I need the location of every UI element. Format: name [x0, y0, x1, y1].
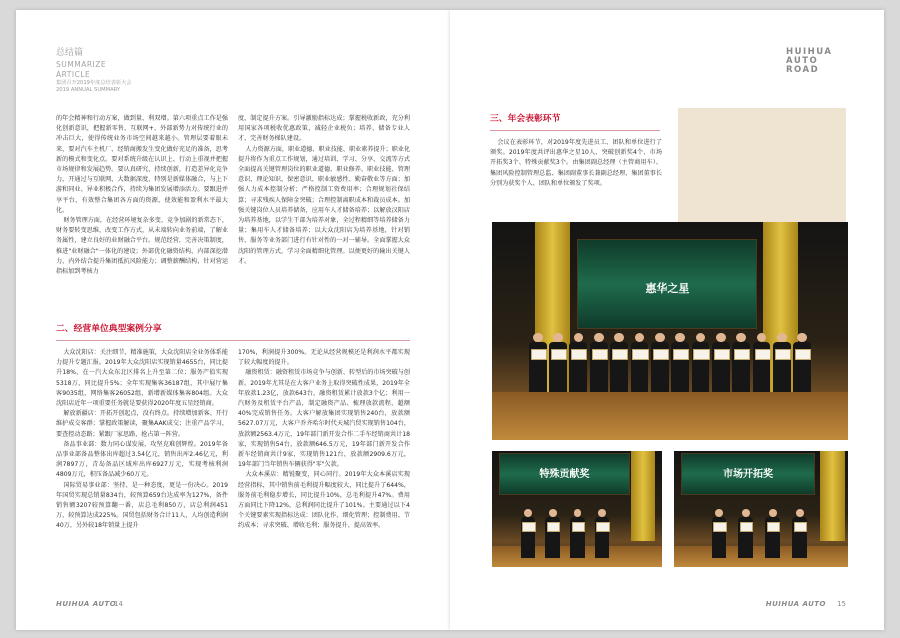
section-title: 二、经营单位典型案例分享: [56, 324, 162, 334]
left-page: [16, 10, 450, 630]
award-certificate: [612, 349, 628, 360]
award-certificate: [572, 522, 585, 531]
brand-line-2: ROAD: [786, 65, 820, 75]
award-text: [490, 138, 662, 189]
award-certificate: [775, 349, 791, 360]
right-page: [450, 10, 884, 630]
screen-title: 惠华之星: [645, 281, 690, 295]
case-column-2: [238, 348, 410, 532]
stage-screen: [681, 453, 815, 494]
person-head: [796, 509, 804, 517]
paragraph: 大众沈阳店：关注细节，精准施策，大众沈阳店全业务体系能力提升专题汇报。2019年大众沈阳店实现销量4655台，同比提升18%，在一汽大众东北区排名上升至第二位；服务产值实现5318万，同比提升5%；全年实现集客36187组，其中展厅集客9035组，网络集客26052组，新增新媒体集客804组。大众沈阳店近年一项重要任务就是要获得2020年度五星经销商。: [56, 349, 228, 408]
person-head: [553, 333, 563, 343]
person-head: [655, 333, 665, 343]
award-certificate: [522, 522, 535, 531]
award-certificate: [632, 349, 648, 360]
screen-title: 市场开拓奖: [723, 469, 774, 481]
footer-logo: HUIHUA AUTO: [765, 600, 826, 608]
header-subtitle-en: 2019 ANNUAL SUMMARY: [56, 87, 121, 93]
paragraph: 的年会精神和行动方案，做到量、利双增。第六项重点工作是强化创新意识，把握新零售、互联网+、外部新势力对传统行业的冲击巨大，使得传统业务市场空间越来越小。管理层要着眼未来，要对汽车主机厂、经销商搬发生变化做好充足的准备，思考新的模式和变化点。要对系统升级在认识上、行动上重视并把握市场规律和发展趋势。要认真研究、持续创新，打造差异化竞争力，开通过与互联网、大数据深度，特别是新媒体融合，与上下游和同业、异业积极合作，持续为集团发展增添活力。要跟进并享平台、有效整合集团各方面的资源，使效能和盈利水平最大化。: [56, 115, 228, 214]
stage-screen: [577, 239, 757, 328]
person-head: [549, 509, 557, 517]
case-column-1: [56, 348, 228, 532]
page-number: 15: [837, 600, 846, 608]
award-certificate: [547, 522, 560, 531]
special-award-photo: [492, 451, 662, 567]
header-title-en-1: SUMMARIZE: [56, 60, 107, 69]
paragraph: 财务管理方面，在经营环境复杂多变、竞争加剧的新常态下，财务要转变思维，改变工作方式，从未端转向业务前端，了解业务属性，建立良好的业财融合平台。规范经营，完善决策制度，推进"业财融合"一体化的建设；外部优化融资结构、内部深挖潜力，内外结合提升集团抵抗风险能力；调整薪酬结构，针对营运指标加到考核力: [56, 217, 228, 276]
award-certificate: [714, 349, 730, 360]
paragraph: 备品事业部：数力同心谋发展，攻坚克难创辉煌。2019年备品事业部备品整体出库超过3.54亿元，销售出库2.46亿元，利润7897万，青岛备品区域库出库6927万元，实现考核利润4809万元，积压备品减少60万元。: [56, 440, 228, 479]
section-divider: [490, 130, 660, 131]
award-certificate: [755, 349, 771, 360]
award-certificate: [596, 522, 609, 531]
person-head: [777, 333, 787, 343]
stage-floor: [492, 392, 848, 440]
person-head: [715, 509, 723, 517]
award-certificate: [551, 349, 567, 360]
person-head: [675, 333, 685, 343]
award-certificate: [795, 349, 811, 360]
person-head: [742, 509, 750, 517]
header-title-zh: 总结篇: [56, 48, 84, 58]
award-certificate: [734, 349, 750, 360]
header-subtitle-zh: 集团召开2019年度总结表彰大会: [56, 80, 132, 86]
stage-curtain: [820, 451, 844, 541]
person-head: [736, 333, 746, 343]
footer-logo: HUIHUA AUTO: [56, 600, 117, 608]
person-head: [614, 333, 624, 343]
section-title: 三、年会表彰环节: [490, 114, 561, 124]
award-certificate: [767, 522, 780, 531]
paragraph: 融资租赁：融资租赁市场竞争与创新、转型后的市场突破与创新。2019年尤其是在大客户业务上取得突破性成果，2019年全年放款1.23亿，放款643台，融资租赁累计放款3个亿；利用一汽财务及租赁平台产品，制定融资产品、梳理放款流程，超额40%完成销售任务。大客户解放集团实现销售240台，放款额5627.07万元，大客户乔齐哈尔时代天城汽贸实现销售104台，放款额2563.4万元，19年部门新开发合作二手车经销商共计18家，实现销售54台，放款额646.5万元，19年部门新开发合作新车经销商共计9家，实现销售121台，放款额2909.6万元，19年部门当年销售车辆获得"零"欠款。: [238, 369, 410, 469]
award-certificate: [531, 349, 547, 360]
brand-line-1: HUIHUA AUTO: [786, 47, 833, 66]
award-stage-photo: [492, 222, 848, 440]
award-certificate: [571, 349, 587, 360]
stage-curtain: [631, 451, 655, 541]
person-head: [533, 333, 543, 343]
screen-title: 特殊贡献奖: [539, 469, 590, 481]
award-certificate: [673, 349, 689, 360]
paragraph: 人力资源方面，职业道德、职业技能、职业素养提升；职业化提升将作为重点工作规划，通过培训、学习、分享、交流等方式全面提高关键管理岗位的职业道德、职业修养、职业技能、管理意识、理论知识、保密意识、职业敏感性、勤奋敬业等方面；加强人力成本控制分析；严格控制工资费用率；合理规划社保结算；寻求残疾人保障金突破；合理控制离职成本和裁员成本。加强关键岗位人员培养储备，应用车人才储备培养；以解放汉阳店为培养基地，以学生干部为培养对象，全过程精细等培养储备力量；集用车人才储备培养；以大众沈阳店为培养基地，针对销售、服务等业务部门进行有针对性的一对一辅导。全面掌握大众沈阳的管理方式，学习全面精细化管理。以便更好的输出关键人才。: [238, 145, 410, 265]
award-certificate: [713, 522, 726, 531]
award-certificate: [794, 522, 807, 531]
page-number: 14: [114, 600, 123, 608]
paragraph: 解放新疆店：开拓开创起点，没有终点。持续增加新客、开行维护成交客群；掌握政策解读，聚集AAK成交；注重产品学习，要查控动态路；紧跟厂家思路，抢占第一阵营。: [56, 410, 228, 438]
color-swatch: [678, 108, 846, 226]
section-divider: [56, 340, 410, 341]
brand-logo: [786, 48, 846, 75]
paragraph: 170%，利润提升300%。无论从经营规模还是利润水平都实现了较大幅度的提升。: [238, 349, 410, 367]
award-certificate: [693, 349, 709, 360]
text-column-2: [238, 114, 410, 267]
paragraph: 国际贸易事业部：坚持、是一种态度，更是一份决心。2019年国贸实现总销量834台，较预算659台达成率为127%，备件销售额3207较预算翻一番，店总毛利850万，店总利润451万，较预算达成225%。国贸包括财务合计11人，人均创造利润40万，另外较18年销量上提升: [56, 481, 228, 530]
page-header: [56, 48, 131, 94]
stage-floor: [674, 546, 848, 567]
text-column-1: [56, 114, 228, 277]
person-head: [797, 333, 807, 343]
person-head: [594, 333, 604, 343]
award-certificate: [740, 522, 753, 531]
paragraph: 度，制定提升方案。引导激励指标达成；掌握税收新政，充分利用国家各项税收优惠政策，减轻企业税负；培养、储备专业人才，完善财务梯队建设。: [238, 115, 410, 143]
market-award-photo: [674, 451, 848, 567]
person-head: [769, 509, 777, 517]
stage-screen: [499, 453, 630, 494]
paragraph: 大众本溪店：精锐聚变，同心同行。2019年大众本溪店实现经营指标，其中销售前毛利提升幅度较大，同比提升了644%，服务前毛利稳步增长，同比提升10%，总毛利提升47%。费用方面同比下降12%，总利润同比提升了101%。主要通过以下4个关键要素实现指标达成：团队化作、细化管理；控制费用、节约成本；寻求突破、增收毛利；服务提升、提高效率。: [238, 471, 410, 530]
paragraph: 会议在表彰环节，对2019年度先进员工、团队和单位进行了颁奖。2019年度共评出惠华之星10人、突破创新奖4个、市场开拓奖3个、特殊贡献奖3个。由集团副总经理（主管商用车）、集团风险控制管理总监、集团副董事长兼副总经理、集团董事长分别为获奖个人、团队和单位颁发了奖项。: [490, 139, 662, 187]
header-title-en-2: ARTICLE: [56, 70, 91, 79]
award-certificate: [592, 349, 608, 360]
person-head: [716, 333, 726, 343]
award-certificate: [653, 349, 669, 360]
